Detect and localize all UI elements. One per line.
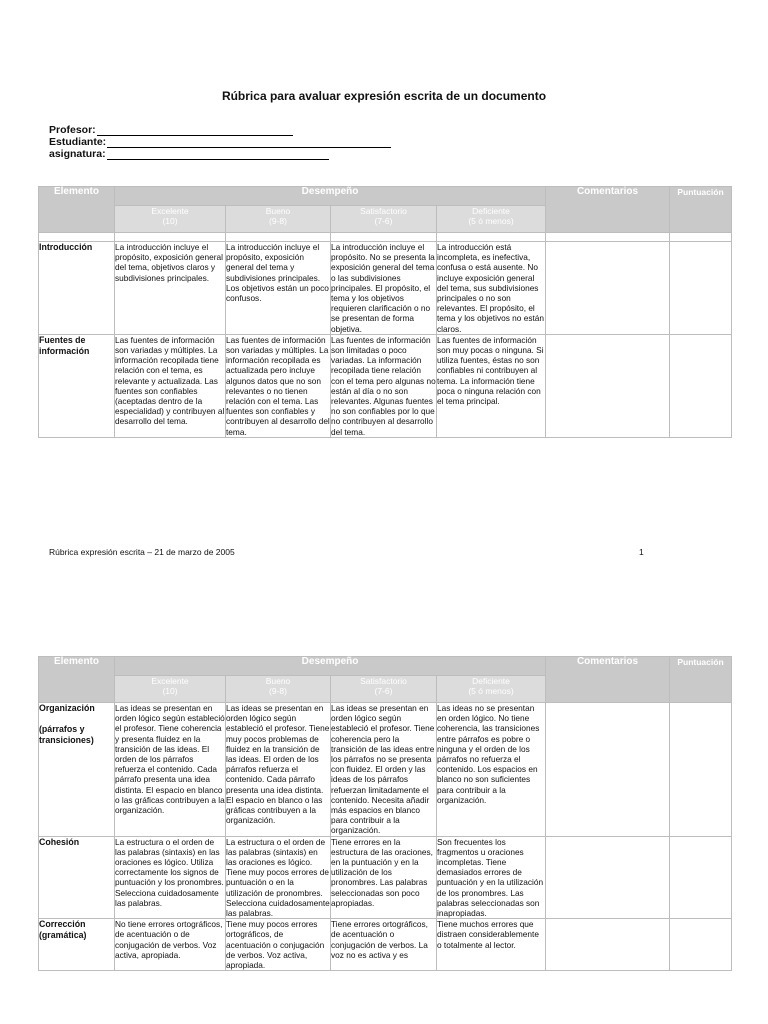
cell-puntuacion[interactable] [670,919,732,971]
header-level-satisfactorio [331,206,437,233]
cell-deficiente: Las fuentes de información son muy pocas o ninguna. Si utiliza fuentes, éstas no son confiables ni contribuyen al tema. La información tiene poca o ninguna relación con el tema principal. [437,334,546,437]
header-level-deficiente [437,206,546,233]
row-element [39,919,115,971]
cell-puntuacion[interactable] [670,703,732,837]
rubric-table-page1 [38,186,732,438]
header-comentarios: Comentarios [546,187,670,233]
cell-bueno: La estructura o el orden de las palabras (sintaxis) en las oraciones es lógico. Tiene muy pocos errores de puntuación o en la utilización de pronombres. Selecciona cuidadosamente las palabras. [226,836,330,919]
cell-comentarios[interactable] [546,919,670,971]
table-row [39,836,732,919]
asignatura-line[interactable] [107,149,329,160]
header-puntuacion: Puntuación [670,657,732,703]
row-element [39,836,115,919]
row-element-title: Organización [39,703,95,713]
cell-bueno: Las ideas se presentan en orden lógico según estableció el profesor. Tiene muy pocos problemas de fluidez en la transición de las ideas. El orden de los párrafos refuerza el contenido. Cada párrafo presenta una idea distinta. El espacio en blanco o las gráficas contribuyen a la organización. [226,703,331,837]
rubric-table-page2 [38,656,732,971]
header-puntuacion: Puntuación [670,187,732,233]
cell-puntuacion[interactable] [670,242,732,335]
cell-deficiente: Las ideas no se presentan en orden lógico. No tiene coherencia, las transiciones entre párrafos es pobre o ninguna y el orden de los párrafos no refuerza el contenido. Los espacios en blanco no son suficientes para contribuir a la organización. [437,703,546,837]
cell-puntuacion[interactable] [670,836,732,919]
cell-satisfactorio: Las ideas se presentan en orden lógico según estableció el profesor. Tiene coherencia pero la transición de las ideas entre los párrafos no se presenta con fluidez. El orden y las ideas de los párrafos refuerzan limitadamente el contenido. Necesita añadir más espacios en blanco para contribuir a la organización. [331,703,437,837]
cell-bueno: Tiene muy pocos errores ortográficos, de acentuación o conjugación de verbos. Voz activa, apropiada. [226,919,331,971]
asignatura-field[interactable] [49,148,391,160]
level-name: Deficiente [472,676,510,686]
header-level-satisfactorio [331,676,437,703]
profesor-label: Profesor: [49,124,96,136]
level-name: Bueno [265,676,291,686]
footer-text: Rúbrica expresión escrita – 21 de marzo de 2005 [49,547,235,557]
spacer-row [39,233,732,242]
profesor-line[interactable] [97,125,293,136]
level-score: (10) [162,216,178,226]
row-element-title: Corrección [39,919,86,930]
level-name: Bueno [265,206,291,216]
level-score: (9-8) [269,686,287,696]
cell-deficiente: La introducción está incompleta, es inefectiva, confusa o está ausente. No incluye exposición general del tema, sus subdivisiones principales o no son relevantes. El propósito, el tema y los objetivos no están claros. [437,242,544,334]
cell-puntuacion[interactable] [670,334,732,437]
table-row [39,334,732,437]
page-number: 1 [639,547,644,557]
row-element: Fuentes de información [39,334,115,437]
info-fields [49,124,391,160]
header-desempeno: Desempeño [115,187,546,206]
cell-excelente: La introducción incluye el propósito, exposición general del tema, objetivos claros y subdivisiones principales. [115,242,226,335]
table-row [39,919,732,971]
row-element-subtitle: (gramática) [39,930,87,941]
level-score: (7-6) [374,686,393,696]
table-row [39,703,732,837]
header-level-bueno [226,206,331,233]
level-score: (5 ó menos) [468,216,514,226]
cell-comentarios[interactable] [546,242,670,335]
level-score: (7-6) [374,216,393,226]
level-name: Satisfactorio [360,676,407,686]
row-element [39,703,115,837]
cell-satisfactorio: Las fuentes de información son limitadas o poco variadas. La información recopilada tiene relación con el tema pero algunas no están al día o no son relevantes. Algunas fuentes no son confiables por lo que no contribuyen al desarrollo del tema. [331,334,436,437]
estudiante-field[interactable] [49,136,391,148]
header-comentarios: Comentarios [546,657,670,703]
level-score: (9-8) [269,216,287,226]
level-name: Deficiente [472,206,510,216]
row-element-subtitle: (párrafos y transiciones) [39,724,94,745]
cell-comentarios[interactable] [546,334,670,437]
estudiante-label: Estudiante: [49,136,107,148]
header-desempeno: Desempeño [115,657,546,676]
level-name: Satisfactorio [360,206,407,216]
level-score: (10) [162,686,178,696]
cell-comentarios[interactable] [546,836,670,919]
cell-excelente: Las fuentes de información son variadas y múltiples. La información recopilada tiene relación con el tema, es relevante y actualizada. Las fuentes son confiables (aceptadas dentro de la especialidad) y contribuyen al desarrollo del tema. [115,334,226,437]
row-element-title: Cohesión [39,836,80,847]
row-element: Introducción [39,242,115,335]
level-score: (5 ó menos) [468,686,514,696]
asignatura-label: asignatura: [49,148,106,160]
header-elemento: Elemento [39,187,115,233]
cell-satisfactorio: Tiene errores en la estructura de las oraciones, en la puntuación y en la utilización de los pronombres. Las palabras seleccionadas son poco apropiadas. [331,836,437,919]
cell-excelente: Las ideas se presentan en orden lógico según estableció el profesor. Tiene coherencia y presenta fluidez en la transición de las ideas. El orden de los párrafos refuerza el contenido. Cada párrafo presenta una idea distinta. El espacio en blanco o las gráficas contribuyen a la organización. [115,703,226,837]
cell-deficiente: Tiene muchos errores que distraen considerablemente o totalmente al lector. [437,919,546,971]
level-name: Excelente [151,676,189,686]
header-level-excelente [115,676,226,703]
cell-satisfactorio: Tiene errores ortográficos, de acentuación o conjugación de verbos. La voz no es activa y es [331,919,437,971]
cell-excelente: No tiene errores ortográficos, de acentuación o de conjugación de verbos. Voz activa, apropiada. [115,919,226,971]
cell-comentarios[interactable] [546,703,670,837]
table-row [39,242,732,335]
cell-bueno: Las fuentes de información son variadas y múltiples. La información recopilada es actualizada pero incluye algunos datos que no son relevantes o no tienen relación con el tema. Las fuentes son confiables y contribuyen al desarrollo del tema. [226,334,330,437]
header-elemento: Elemento [39,657,115,703]
level-name: Excelente [151,206,189,216]
estudiante-line[interactable] [107,137,391,148]
cell-deficiente: Son frecuentes los fragmentos u oraciones incompletas. Tiene demasiados errores de puntuación y en la utilización de los pronombres. Las palabras seleccionadas son inapropiadas. [437,836,546,919]
page-title: Rúbrica para avaluar expresión escrita de un documento [221,89,547,103]
header-level-bueno [226,676,331,703]
cell-satisfactorio: La introducción incluye el propósito. No se presenta la exposición general del tema o las subdivisiones principales. El propósito, el tema y los objetivos requieren clarificación o no se presentan de forma objetiva. [331,242,435,334]
header-level-deficiente [437,676,546,703]
header-level-excelente [115,206,226,233]
cell-excelente: La estructura o el orden de las palabras (sintaxis) en las oraciones es lógico. Utiliza correctamente los signos de puntuación y los pronombres. Selecciona cuidadosamente las palabras. [115,836,226,919]
profesor-field[interactable] [49,124,391,136]
cell-bueno: La introducción incluye el propósito, exposición general del tema y subdivisiones principales. Los objetivos están un poco confusos. [226,242,331,335]
